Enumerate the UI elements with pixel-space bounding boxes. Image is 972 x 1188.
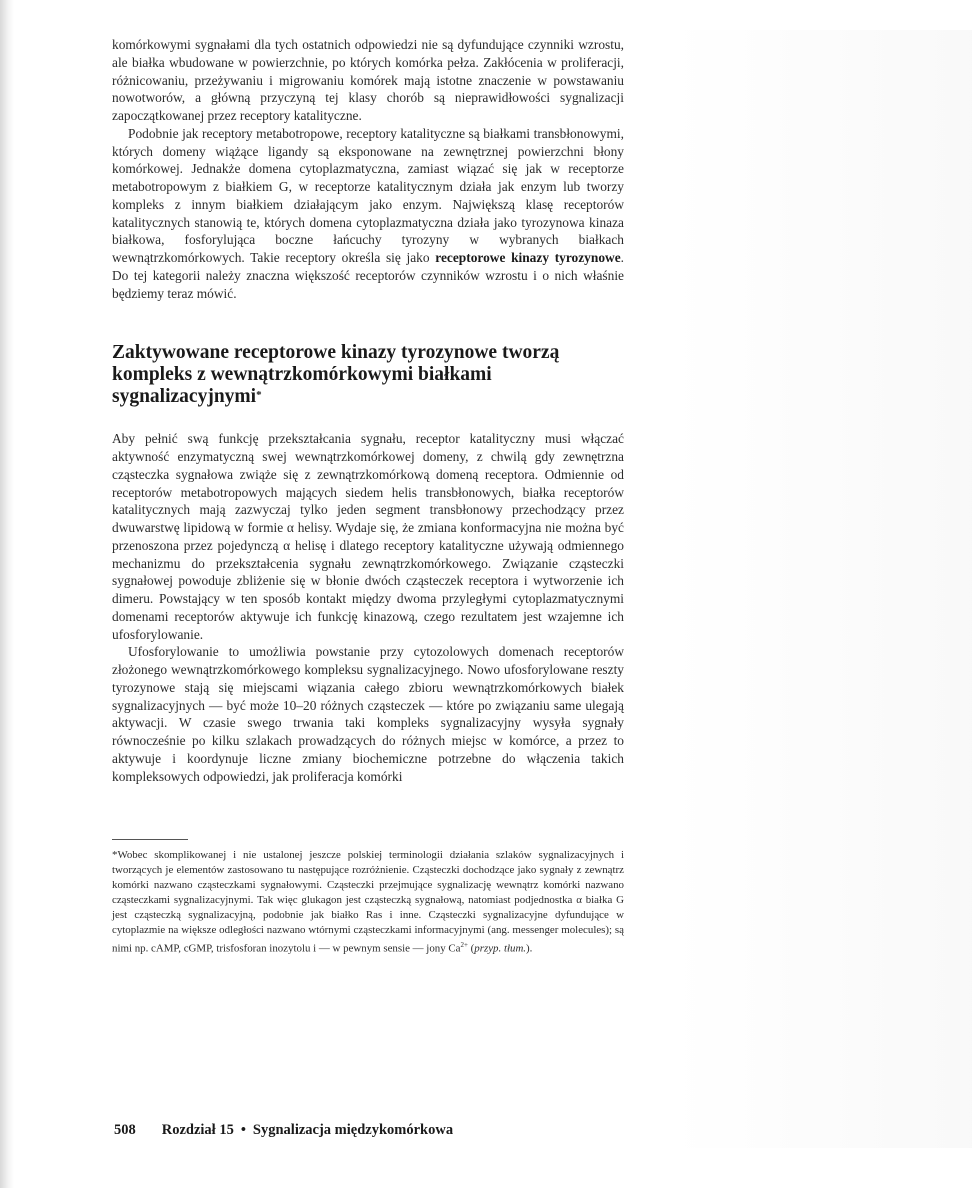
section-heading: [112, 342, 624, 408]
footnote-text-before: *Wobec skomplikowanej i nie ustalonej jeszcze polskiej terminologii działania szlaków sygnalizacyjnych i tworzących je elementów zastosowano tu następujące rozróżnienie. Cząsteczki dochodzące jako sygnały z zewnątrz komórki nazwano cząsteczkami sygnałowymi. Cząsteczki przejmujące sygnalizację wewnątrz komórki nazwano cząsteczkami sygnalizacyjnymi. Tak więc glukagon jest cząsteczką sygnałową, natomiast podjednostka α białka G jest cząsteczką sygnalizacyjną, podobnie jak białko Ras i inne. Cząsteczki sygnalizacyjne dyfundujące w cytoplazmie na większe odległości nazwano wtórnymi cząsteczkami informacyjnymi (ang. messenger molecules); są nimi np. cAMP, cGMP, trisfosforan inozytolu i — w pewnym sensie — jony Ca: [112, 849, 624, 955]
text-column: [112, 36, 624, 956]
paragraph-3: Aby pełnić swą funkcję przekształcania sygnału, receptor katalityczny musi włączać aktywność enzymatyczną swej wewnątrzkomórkowej domeny, z chwilą gdy zewnętrzna cząsteczka sygnałowa zwiąże się z zewnątrzkomórkową domeną receptora. Odmiennie od receptorów metabotropowych mających siedem helis transbłonowych, białka receptorów katalitycznych mają zazwyczaj tylko jeden segment transbłonowy przechodzący przez dwuwarstwę lipidową w formie α helisy. Wydaje się, że zmiana konformacyjna nie można być przenoszona przez pojedynczą α helisę i dlatego receptory katalityczne używają odmiennego mechanizmu do przekształcenia sygnału zewnątrzkomórkowego. Związanie cząsteczki sygnałowej powoduje zbliżenie się w błonie dwóch cząsteczek receptora i wytworzenie ich dimeru. Powstający w ten sposób kontakt między dwoma przyległymi cytoplazmatycznymi domenami receptorów aktywuje ich funkcję kinazową, czego rezultatem jest wzajemne ich ufosforylowanie.: [112, 431, 624, 642]
paragraph-2-text-before: Podobnie jak receptory metabotropowe, receptory katalityczne są białkami transbłonowymi, których domeny wiążące ligandy są eksponowane na zewnętrznej powierzchni błony komórkowej. Jednakże domena cytoplazmatyczna, zamiast wiązać się jak w receptorze metabotropowym z białkiem G, w receptorze katalitycznym działa jak enzym lub tworzy kompleks z innym białkiem działającym jako enzym. Największą klasę receptorów katalitycznych stanowią te, których domena cytoplazmatyczna działa jako tyrozynowa kinaza białkowa, fosforylująca boczne łańcuchy tyrozyny w wybranych białkach wewnątrzkomórkowych. Takie receptory określa się jako: [112, 125, 624, 265]
footnote-translator-note: przyp. tłum.: [474, 942, 527, 955]
paragraph-1: komórkowymi sygnałami dla tych ostatnich odpowiedzi nie są dyfundujące czynniki wzrostu, ale białka wbudowane w powierzchnie, po których komórka pełza. Zakłócenia w proliferacji, różnicowaniu, przeżywaniu i migrowaniu komórek mają istotne znaczenie w powstawaniu nowotworów, a główną przyczyną tej klasy chorób są nieprawidłowości sygnalizacji zapoczątkowanej przez receptory katalityczne.: [112, 37, 624, 123]
page-edge-shadow: [0, 0, 14, 1188]
chapter-title: Sygnalizacja międzykomórkowa: [252, 1122, 454, 1138]
footnote-mark: *: [256, 389, 262, 402]
chapter-label: Rozdział 15: [161, 1122, 234, 1138]
footnote-text-end: ).: [526, 942, 533, 955]
paragraph-4: Ufosforylowanie to umożliwia powstanie przy cytozolowych domenach receptorów złożonego wewnątrzkomórkowego kompleksu sygnalizacyjnego. Nowo ufosforylowane reszty tyrozynowe stają się miejscami wiązania całego zbioru wewnątrzkomórkowych białek sygnalizacyjnych — być może 10–20 różnych cząsteczek — które po związaniu same ulegają aktywacji. W czasie swego trwania taki kompleks sygnalizacyjny wysyła sygnały równocześnie po kilku szlakach prowadzących do różnych miejsc w komórce, a przez to aktywuje i koordynuje liczne zmiany biochemiczne potrzebne do włączenia takich kompleksowych odpowiedzi, jak proliferacja komórki: [112, 644, 624, 784]
paragraph-2-text-after: . Do tej kategorii należy znaczna większość receptorów czynników wzrostu i o nich właśnie będziemy teraz mówić.: [112, 250, 624, 301]
footer-separator: •: [240, 1122, 246, 1138]
term-receptor-tyrosine-kinases: receptorowe kinazy tyrozynowe: [435, 250, 621, 265]
paragraph-2: [112, 125, 624, 303]
page-footer: [114, 1122, 453, 1139]
footnote: [112, 848, 624, 956]
footnote-text-after: (: [467, 942, 475, 955]
facing-page-bleed: [672, 30, 972, 1148]
section-heading-text: Zaktywowane receptorowe kinazy tyrozynowe tworzą kompleks z wewnątrzkomórkowymi białkami sygnalizacyjnymi: [112, 342, 560, 408]
footnote-superscript: 2+: [460, 940, 468, 949]
page-number: 508: [114, 1122, 136, 1138]
footnote-rule: [112, 839, 188, 840]
